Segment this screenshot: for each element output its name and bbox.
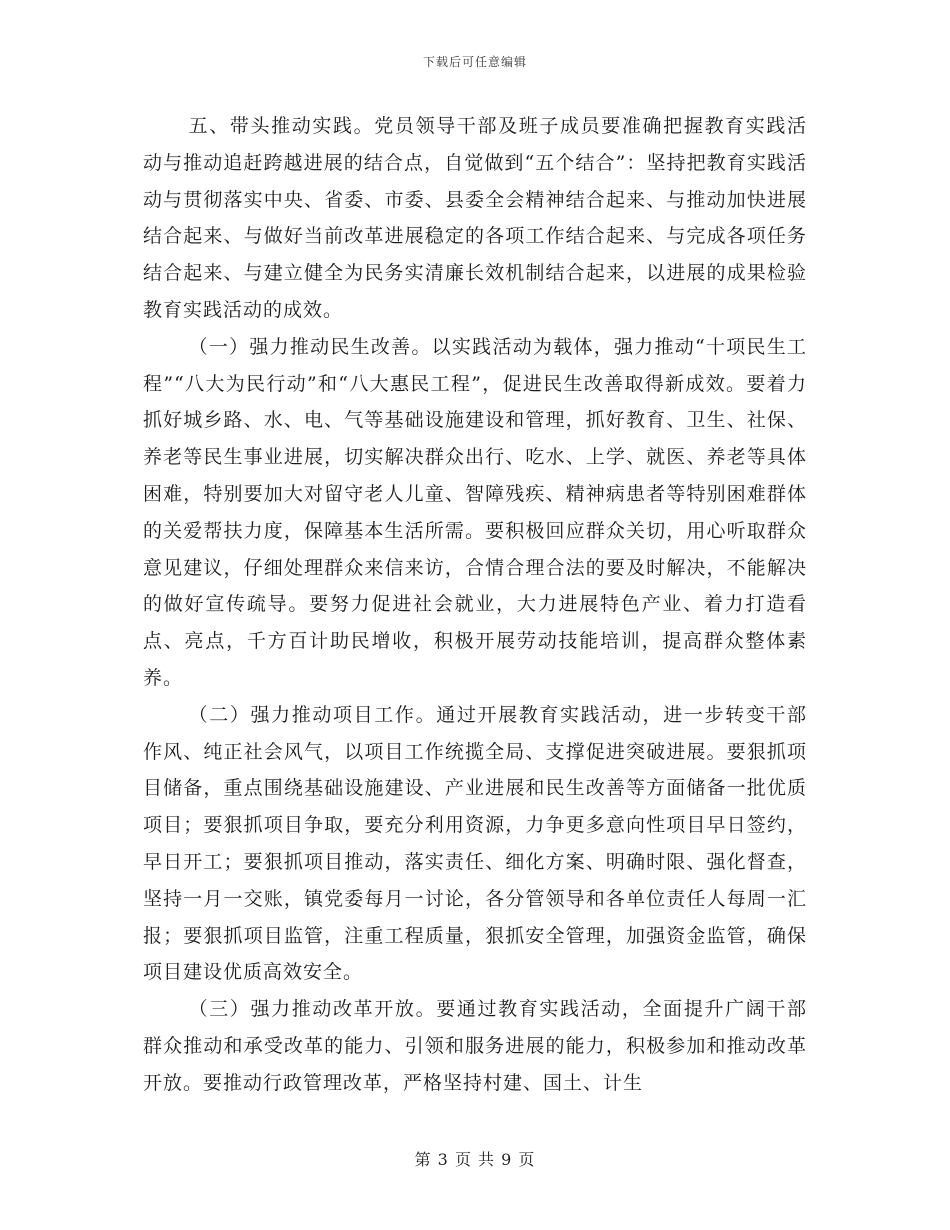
page-number: 第 3 页 共 9 页 xyxy=(414,1150,536,1169)
paragraph-reform: （三）强力推动改革开放。要通过教育实践活动，全面提升广阔干部群众推动和承受改革的能力、引领和服务进展的能力，积极参加和推动改革开放。要推动行政管理改革，严格坚持村建、国土、计生 xyxy=(143,998,807,1094)
paragraph-five-lead: 五、带头推动实践。党员领导干部及班子成员要准确把握教育实践活动与推动追赶跨越进展的结合点，自觉做到“五个结合”：坚持把教育实践活动与贯彻落实中央、省委、市委、县委全会精神结合起来、与推动加快进展结合起来、与做好当前改革进展稳定的各项工作结合起来、与完成各项任务结合起来、与建立健全为民务实清廉长效机制结合起来，以进展的成果检验教育实践活动的成效。 xyxy=(143,115,807,321)
paragraph-projects: （二）强力推动项目工作。通过开展教育实践活动，进一步转变干部作风、纯正社会风气，以项目工作统揽全局、支撑促进突破进展。要狠抓项目储备，重点围绕基础设施建设、产业进展和民生改善等方面储备一批优质项目；要狠抓项目争取，要充分利用资源，力争更多意向性项目早日签约，早日开工；要狠抓项目推动，落实责任、细化方案、明确时限、强化督查，坚持一月一交账，镇党委每月一讨论，各分管领导和各单位责任人每周一汇报；要狠抓项目监管，注重工程质量，狠抓安全管理，加强资金监管，确保项目建设优质高效安全。 xyxy=(143,703,807,984)
page-header-note: 下载后可任意编辑 xyxy=(422,55,527,69)
paragraph-livelihood: （一）强力推动民生改善。以实践活动为载体，强力推动“十项民生工程”“八大为民行动”和“八大惠民工程”，促进民生改善取得新成效。要着力抓好城乡路、水、电、气等基础设施建设和管理，抓好教育、卫生、社保、养老等民生事业进展，切实解决群众出行、吃水、上学、就医、养老等具体困难，特别要加大对留守老人儿童、智障残疾、精神病患者等特别困难群体的关爱帮扶力度，保障基本生活所需。要积极回应群众关切，用心听取群众意见建议，仔细处理群众来信来访，合情合理合法的要及时解决，不能解决的做好宣传疏导。要努力促进社会就业，大力进展特色产业、着力打造看点、亮点，千方百计助民增收，积极开展劳动技能培训，提高群众整体素养。 xyxy=(143,335,807,689)
document-body xyxy=(143,108,807,1102)
